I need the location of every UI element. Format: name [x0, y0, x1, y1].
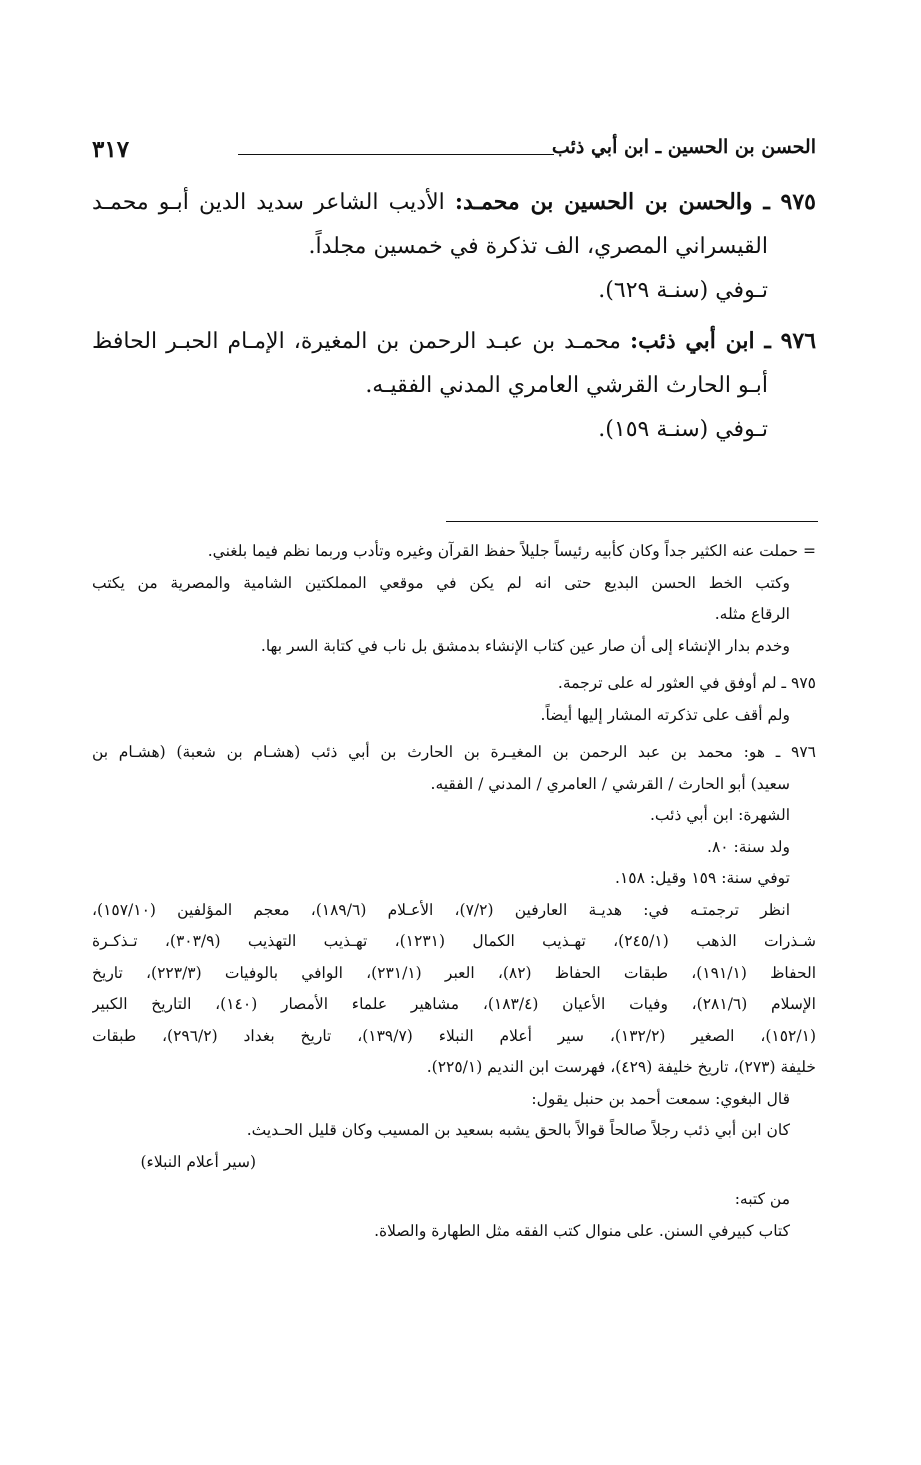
footnote-976-line: انظر ترجمتـه في: هديـة العارفين (٧/٢)، الأعـلام (١٨٩/٦)، معجم المؤلفين (١٥٧/١٠)،	[92, 900, 790, 919]
footnote-976-line: الإسلام (٢٨١/٦)، وفيات الأعيان (١٨٣/٤)، مشاهير علماء الأمصار (١٤٠)، التاريخ الكبير	[92, 995, 816, 1013]
footnote-source: (سير أعلام النبلاء)	[140, 1152, 256, 1171]
footnote-continued-line: وخدم بدار الإنشاء إلى أن صار عين كتاب الإنشاء بدمشق بل ناب في كتابة السر بها.	[260, 636, 790, 655]
entry-975-line-1-text: الأديب الشاعر سديد الدين أبـو محمـد	[92, 190, 445, 215]
footnote-continued-line: الرقاع مثله.	[714, 605, 790, 623]
entry-975-line-3: تـوفي (سنـة ٦٢٩).	[598, 278, 768, 303]
entry-976-line-1-text: محمـد بن عبـد الرحمن بن المغيرة، الإمـام الحبـر الحافظ	[92, 329, 621, 354]
footnote-continued-line: = حملت عنه الكثير جداً وكان كأبيه رئيساً جليلاً حفظ القرآن وغيره وتأدب وربما نظم فيما بلغني.	[207, 542, 816, 560]
entry-976-line-3: تـوفي (سنـة ١٥٩).	[598, 417, 768, 442]
entry-975-line-1	[92, 180, 816, 225]
entry-976-line-1	[92, 319, 816, 364]
footnote-976-line: كتاب كبيرفي السنن. على منوال كتب الفقه مثل الطهارة والصلاة.	[374, 1221, 790, 1240]
footnote-976-line: (١٥٢/١)، الصغير (١٣٢/٢)، سير أعلام النبلاء (١٣٩/٧)، تاريخ بغداد (٢٩٦/٢)، طبقات	[92, 1026, 816, 1045]
footnote-976-line: من كتبه:	[734, 1190, 790, 1208]
footnote-continued-line: وكتب الخط الحسن البديع حتى انه لم يكن في موقعي المملكتين الشامية والمصرية من يكتب	[92, 573, 790, 592]
footnote-975-line: ولم أقف على تذكرته المشار إليها أيضاً.	[540, 705, 790, 724]
footnote-976-line: شـذرات الذهب (٢٤٥/١)، تهـذيب الكمال (١٢٣١)، تهـذيب التهذيب (٣٠٣/٩)، تـذكـرة	[92, 932, 816, 950]
footnote-976-line: قال البغوي: سمعت أحمد بن حنبل يقول:	[531, 1089, 790, 1108]
footnote-976-line: الشهرة: ابن أبي ذئب.	[650, 806, 790, 824]
footnote-separator	[446, 521, 818, 522]
entry-976-lead: ٩٧٦ ـ ابن أبي ذئب:	[629, 328, 816, 354]
entry-975-line-2: القيسراني المصري، الف تذكرة في خمسين مجلداً.	[308, 234, 768, 259]
header-rule	[238, 154, 554, 155]
footnote-976-line: ولد سنة: ٨٠.	[707, 837, 790, 856]
footnote-976-line: ٩٧٦ ـ هو: محمد بن عبد الرحمن بن المغيـرة بن الحارث بن أبي ذئب (هشـام بن شعبة) (هشـام بن	[92, 743, 816, 761]
entry-975-lead: ٩٧٥ ـ والحسن بن الحسين بن محمـد:	[454, 189, 816, 215]
footnotes	[92, 536, 816, 1247]
running-header	[92, 136, 816, 168]
footnote-976-line: الحفاظ (١٩١/١)، طبقات الحفاظ (٨٢)، العبر (٢٣١/١)، الوافي بالوفيات (٢٢٣/٣)، تاريخ	[92, 963, 816, 982]
entry-975	[92, 180, 816, 313]
footnote-976-line: توفي سنة: ١٥٩ وقيل: ١٥٨.	[615, 869, 790, 887]
main-text	[92, 180, 816, 458]
entry-976	[92, 319, 816, 452]
footnote-976-line: خليفة (٢٧٣)، تاريخ خليفة (٤٢٩)، فهرست ابن النديم (٢٢٥/١).	[426, 1058, 816, 1076]
footnote-976-line: كان ابن أبي ذئب رجلاً صالحاً قوالاً بالحق يشبه بسعيد بن المسيب وكان قليل الحـديث.	[246, 1121, 790, 1139]
entry-976-line-2: أبـو الحارث القرشي العامري المدني الفقيـه.	[365, 373, 768, 398]
page-number: ٣١٧	[92, 136, 130, 163]
header-title: الحسن بن الحسين ـ ابن أبي ذئب	[551, 136, 816, 158]
footnote-975-line: ٩٧٥ ـ لم أوفق في العثور له على ترجمة.	[557, 674, 816, 692]
footnote-976-line: سعيد) أبو الحارث / القرشي / العامري / المدني / الفقيه.	[430, 774, 790, 793]
